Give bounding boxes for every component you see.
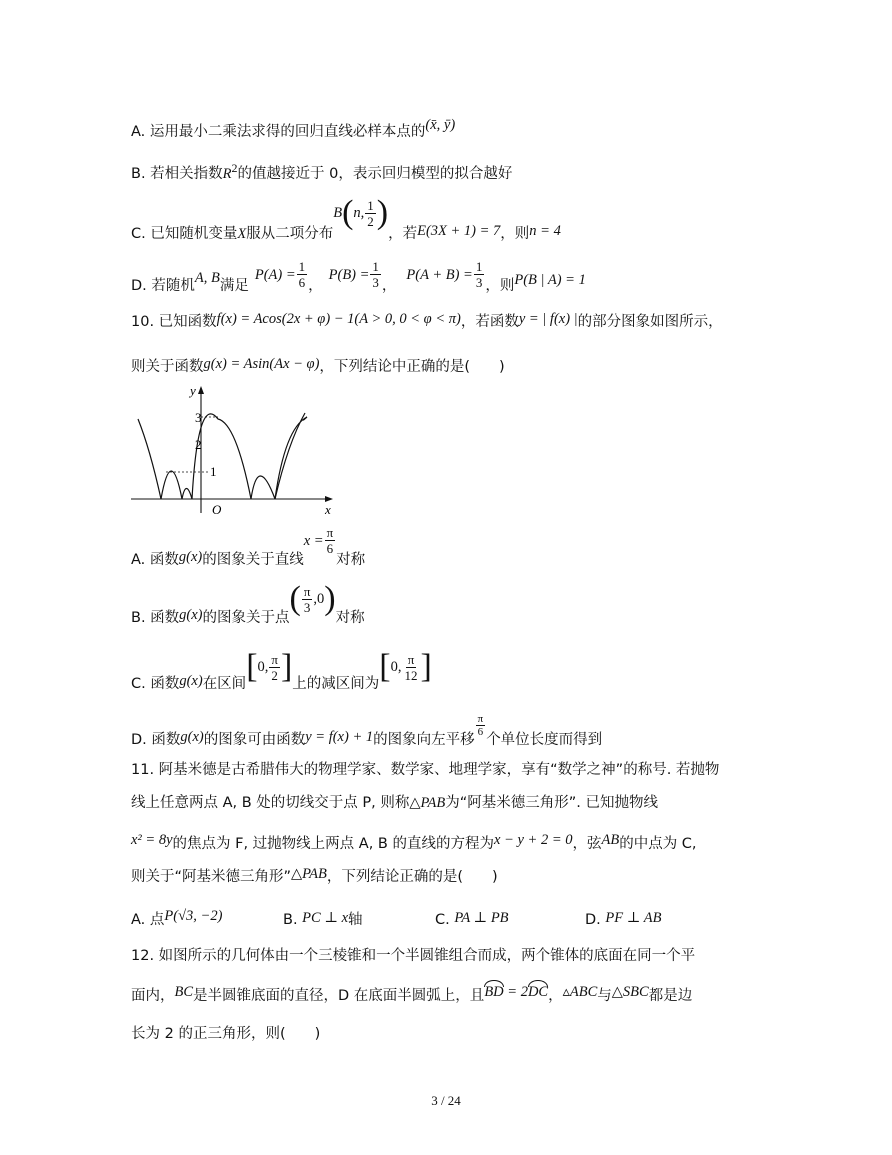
q11-option-a: A. 点P(√3, −2)	[131, 908, 223, 928]
q9-option-d: D. 若随机 A, B 满足 P(A) = $\frac{1}{6}$ ， P(B) = $\frac{1}{3}$ ， P(A + B) = $\frac{1}{3}$ ，则 P(B | A) = 1	[131, 259, 586, 294]
q11-stem-line-3: x² = 8y的焦点为 F, 过抛物线上两点 A, B 的直线的方程为x − y + 2 = 0，弦AB的中点为 C,	[131, 832, 697, 852]
sample-center-point: (x̄, ȳ)	[425, 117, 456, 133]
q11-option-d: D. PF ⊥ AB	[585, 910, 662, 928]
q11-option-b: B. PC ⊥ x轴	[283, 910, 363, 928]
q10-option-d: D. 函数 g(x) 的图象可由函数 y = f(x) + 1 的图象向左平移 $\frac{\pi}{6}$ 个单位长度而得到	[131, 713, 603, 748]
tick-2: 2	[195, 437, 202, 452]
q12-stem-line-3: 长为 2 的正三角形，则( )	[131, 1026, 321, 1042]
page-number: 3 / 24	[431, 1093, 461, 1108]
q12-stem-line-2: 面内，BC是半圆锥底面的直径，D 在底面半圆弧上，且 BD = 2 DC，▵ABC与△SBC都是边	[131, 986, 692, 1006]
q10-option-b: B. 函数 g(x) 的图象关于点 ( $\frac{\pi}{3}$ ,0 ) 对称	[131, 580, 365, 626]
binomial-distribution: B ( n, $\frac{1}{2}$ )	[333, 194, 389, 231]
tick-3: 3	[195, 410, 202, 425]
abs-function-curve	[138, 414, 307, 499]
q10-option-c: C. 函数 g(x) 在区间 [ 0, $\frac{\pi}{2}$ ] 上的减区间为 [ 0, $\frac{\pi}{12}$ ]	[131, 648, 432, 692]
x-axis-label: x	[325, 502, 331, 517]
q9-option-c: C. 已知随机变量 X 服从二项分布 B ( n, $\frac{1}{2}$ ) ，若 E(3X + 1) = 7 ，则 n = 4	[131, 194, 561, 242]
arc-bd: BD	[484, 984, 503, 1000]
origin-label: O	[212, 502, 222, 517]
function-graph	[128, 383, 348, 523]
q9-option-a: A. 运用最小二乘法求得的回归直线必样本点的(x̄, ȳ)	[131, 117, 456, 140]
q9-option-b: B. 若相关指数$R^2$的值越接近于 0，表示回归模型的拟合越好	[131, 161, 513, 182]
q11-stem-line-4: 则关于“阿基米德三角形”△PAB，下列结论正确的是( )	[131, 866, 498, 885]
q12-stem-line-1: 12. 如图所示的几何体由一个三棱锥和一个半圆锥组合而成，两个锥体的底面在同一个平	[131, 948, 696, 964]
y-axis-label: y	[190, 383, 196, 398]
arc-dc: DC	[528, 984, 548, 1000]
q11-option-c: C. PA ⊥ PB	[435, 910, 509, 928]
tick-1: 1	[210, 464, 217, 479]
q11-stem-line-2: 线上任意两点 A, B 处的切线交于点 P, 则称△PAB为“阿基米德三角形”. 已知抛物线	[131, 795, 658, 811]
q10-stem-line-2: 则关于函数g(x) = Asin(Ax − φ)，下列结论中正确的是( )	[131, 356, 505, 375]
q10-stem-line-1: 10. 已知函数f(x) = Acos(2x + φ) − 1(A > 0, 0 < φ < π)，若函数y = | f(x) |的部分图象如图所示，	[131, 311, 723, 330]
y-axis-arrow	[198, 386, 204, 394]
q10-option-a: A. 函数 g(x) 的图象关于直线 x = $\frac{\pi}{6}$ 对称	[131, 525, 366, 568]
q11-stem-line-1: 11. 阿基米德是古希腊伟大的物理学家、数学家、地理学家，享有“数学之神”的称号. 若抛物	[131, 762, 720, 778]
